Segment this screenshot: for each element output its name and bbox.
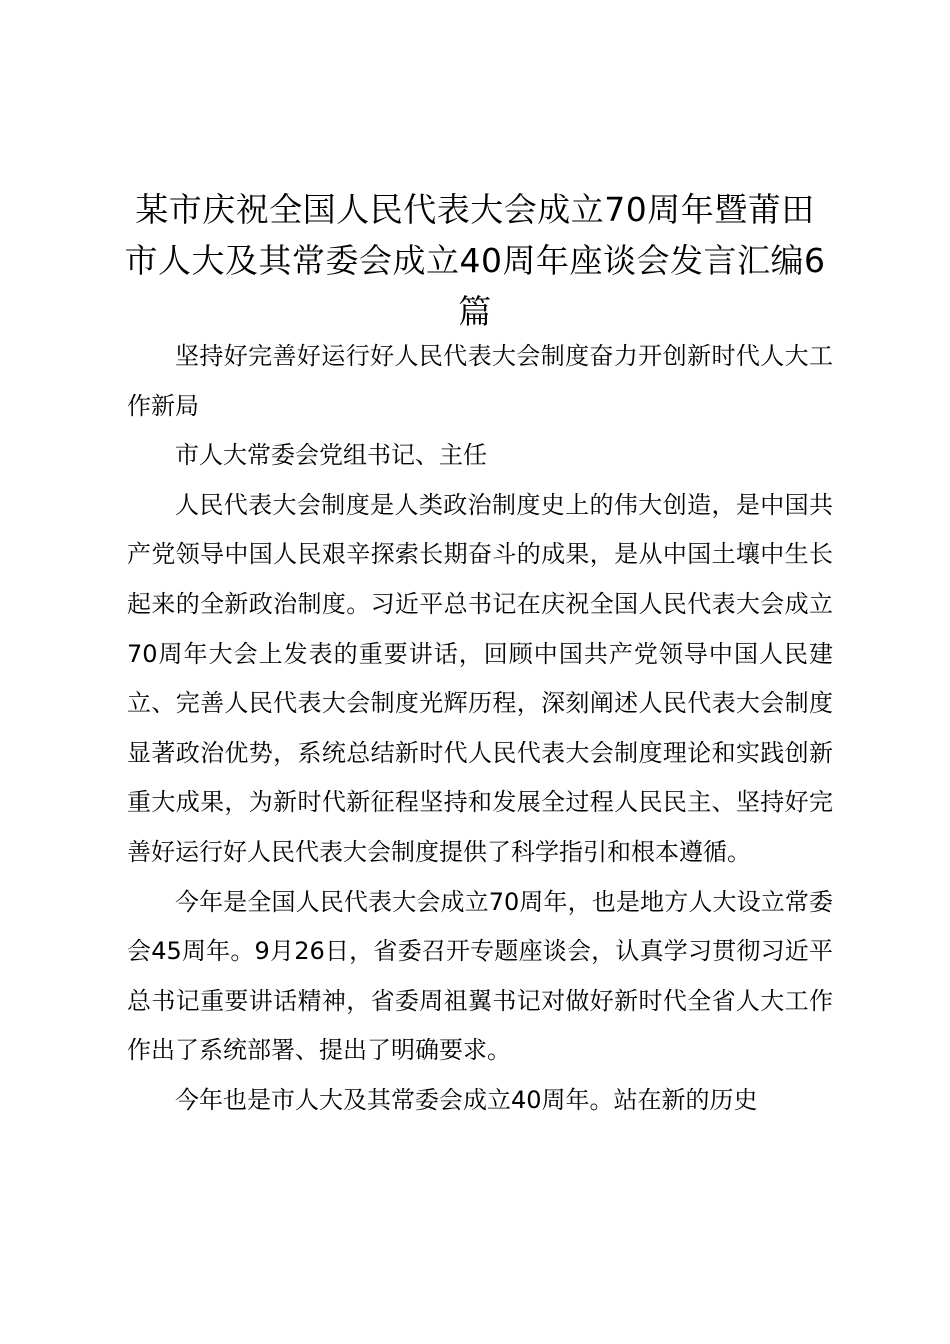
speech-heading: 坚持好完善好运行好人民代表大会制度奋力开创新时代人大工作新局 xyxy=(127,342,833,420)
body-paragraph: 今年也是市人大及其常委会成立40周年。站在新的历史 xyxy=(175,1085,758,1114)
body-paragraph: 今年是全国人民代表大会成立70周年，也是地方人大设立常委会45周年。9月26日，省委召开专题座谈会，认真学习贯彻习近平总书记重要讲话精神，省委周祖翼书记对做好新时代全省人大工作作出了系统部署、提出了明确要求。 xyxy=(127,887,833,1065)
speaker-role: 市人大常委会党组书记、主任 xyxy=(175,441,487,470)
document-body xyxy=(127,332,833,1126)
document-title: 某市庆祝全国人民代表大会成立70周年暨莆田市人大及其常委会成立40周年座谈会发言汇编6篇 xyxy=(124,190,826,331)
body-paragraph: 人民代表大会制度是人类政治制度史上的伟大创造，是中国共产党领导中国人民艰辛探索长期奋斗的成果，是从中国土壤中生长起来的全新政治制度。习近平总书记在庆祝全国人民代表大会成立70周年大会上发表的重要讲话，回顾中国共产党领导中国人民建立、完善人民代表大会制度光辉历程，深刻阐述人民代表大会制度显著政治优势，系统总结新时代人民代表大会制度理论和实践创新重大成果，为新时代新征程坚持和发展全过程人民民主、坚持好完善好运行好人民代表大会制度提供了科学指引和根本遵循。 xyxy=(127,490,833,866)
